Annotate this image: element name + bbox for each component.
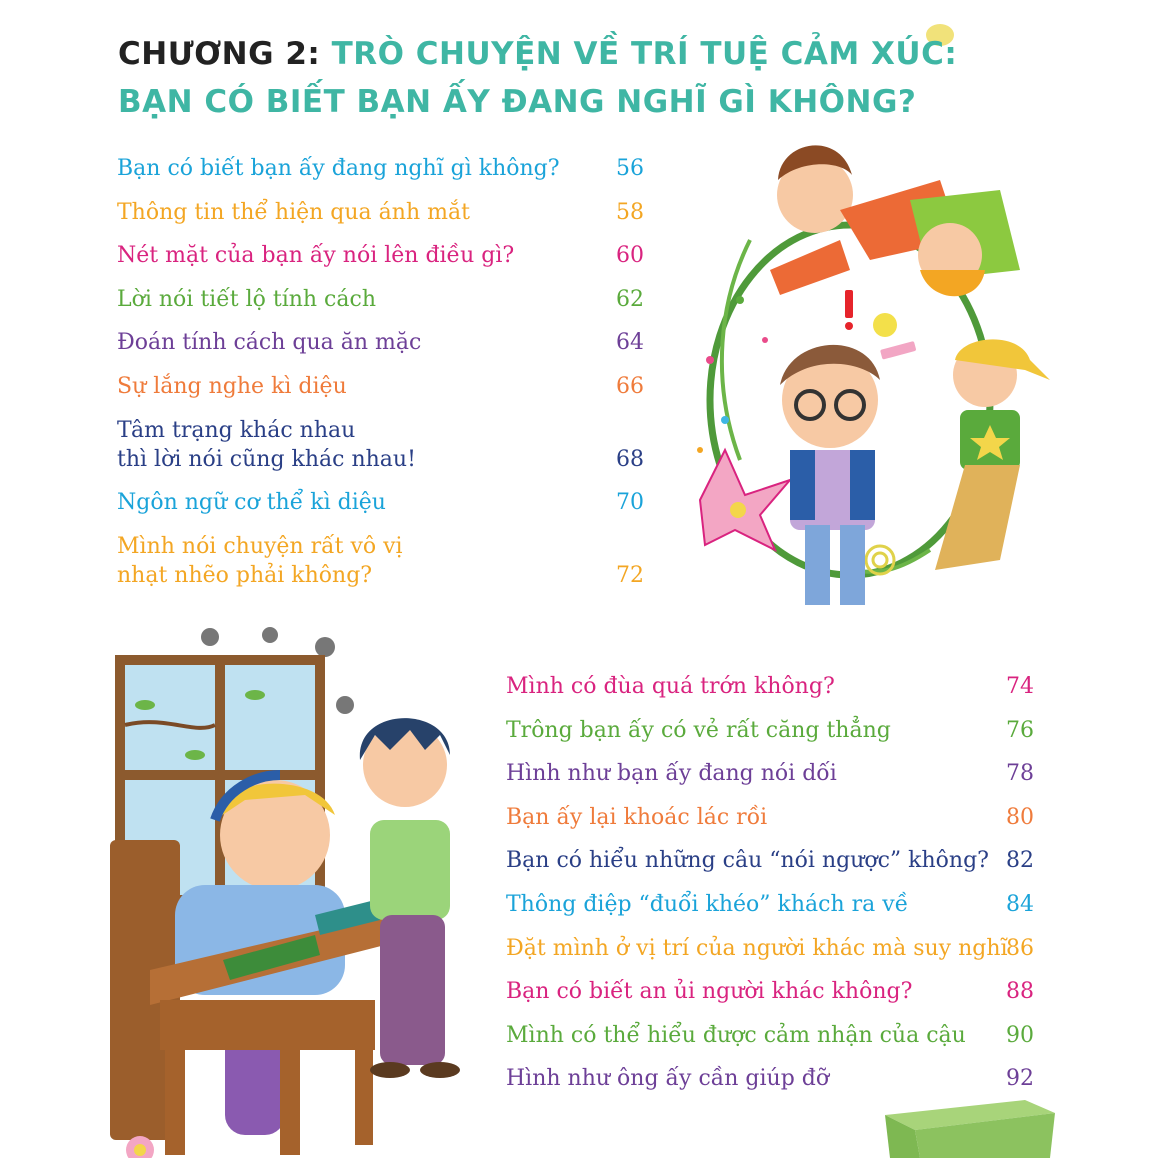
toc-entry[interactable] (506, 716, 1034, 745)
toc-entry[interactable] (506, 1064, 1034, 1093)
toc-entry[interactable] (506, 759, 1034, 788)
toc-entry-page: 88 (1006, 979, 1034, 1005)
toc-entry-title: Lời nói tiết lộ tính cách (117, 286, 376, 312)
toc-entry-page: 86 (1006, 935, 1034, 961)
toc-entry[interactable] (506, 1021, 1034, 1050)
toc-entry[interactable] (506, 977, 1034, 1006)
toc-entry-title: Ngôn ngữ cơ thể kì diệu (117, 490, 386, 516)
toc-entry[interactable] (117, 285, 644, 314)
toc-entry-page: 84 (1006, 891, 1034, 917)
toc-entry-page: 76 (1006, 717, 1034, 743)
toc-entry-title: Đặt mình ở vị trí của người khác mà suy nghĩ (506, 935, 1008, 961)
toc-entry-page: 64 (616, 330, 644, 356)
toc-entry-page: 66 (616, 373, 644, 399)
chapter-label: CHƯƠNG 2: (118, 36, 321, 72)
toc-entry-page: 74 (1006, 674, 1034, 699)
toc-entry-page: 80 (1006, 804, 1034, 830)
toc-entry-title: Đoán tính cách qua ăn mặc (117, 330, 422, 356)
toc-entry-title: Bạn ấy lại khoác lác rồi (506, 804, 768, 830)
toc-entry-page: 56 (616, 156, 644, 181)
toc-entry-page: 70 (616, 490, 644, 516)
toc-entry-page: 82 (1006, 848, 1034, 874)
toc-entry-title: Thông điệp “đuổi khéo” khách ra về (506, 891, 909, 917)
toc-entry[interactable] (506, 803, 1034, 832)
toc-entry-title: Mình có đùa quá trớn không? (506, 674, 835, 699)
toc-entry[interactable] (117, 416, 644, 474)
toc-entry-title: Hình như ông ấy cần giúp đỡ (506, 1066, 830, 1092)
toc-entry-page: 58 (616, 199, 644, 225)
toc-entry-page: 68 (616, 446, 644, 472)
heading-line-1 (118, 30, 957, 78)
toc-entry-title: Mình nói chuyện rất vô vị nhạt nhẽo phải không? (117, 533, 403, 588)
toc-list-top (117, 154, 644, 604)
toc-entry-title: Bạn có biết an ủi người khác không? (506, 979, 913, 1005)
toc-entry[interactable] (506, 890, 1034, 919)
toc-entry-page: 72 (616, 562, 644, 588)
chapter-title-line-1: TRÒ CHUYỆN VỀ TRÍ TUỆ CẢM XÚC: (331, 36, 958, 72)
toc-entry-title: Tâm trạng khác nhau thì lời nói cũng khác nhau! (117, 417, 416, 472)
toc-entry-page: 90 (1006, 1022, 1034, 1048)
toc-list-bottom (506, 672, 1034, 1108)
green-block-decoration (875, 1095, 1065, 1158)
toc-entry[interactable] (117, 154, 644, 183)
toc-entry-page: 78 (1006, 761, 1034, 787)
toc-entry[interactable] (506, 846, 1034, 875)
chapter-heading (118, 30, 957, 126)
toc-entry-title: Bạn có hiểu những câu “nói ngược” không? (506, 848, 989, 874)
toc-entry-title: Hình như bạn ấy đang nói dối (506, 761, 837, 787)
toc-entry-title: Bạn có biết bạn ấy đang nghĩ gì không? (117, 156, 560, 181)
toc-entry-title: Sự lắng nghe kì diệu (117, 373, 347, 399)
toc-entry-title: Mình có thể hiểu được cảm nhận của cậu (506, 1022, 966, 1048)
chapter-title-line-2: BẠN CÓ BIẾT BẠN ẤY ĐANG NGHĨ GÌ KHÔNG? (118, 84, 917, 120)
toc-entry-page: 62 (616, 286, 644, 312)
toc-entry-title: Trông bạn ấy có vẻ rất căng thẳng (506, 717, 891, 743)
toc-entry-title: Thông tin thể hiện qua ánh mắt (117, 199, 470, 225)
kids-circle-illustration (680, 120, 1060, 620)
toc-entry[interactable] (506, 934, 1034, 963)
toc-entry[interactable] (117, 198, 644, 227)
boy-at-desk-illustration (105, 625, 485, 1158)
toc-entry[interactable] (117, 328, 644, 357)
toc-entry[interactable] (117, 372, 644, 401)
toc-entry[interactable] (117, 241, 644, 270)
toc-entry[interactable] (117, 488, 644, 517)
toc-entry-page: 60 (616, 243, 644, 269)
toc-entry-title: Nét mặt của bạn ấy nói lên điều gì? (117, 243, 515, 269)
toc-entry-page: 92 (1006, 1066, 1034, 1092)
toc-entry[interactable] (506, 672, 1034, 701)
toc-entry[interactable] (117, 532, 644, 590)
